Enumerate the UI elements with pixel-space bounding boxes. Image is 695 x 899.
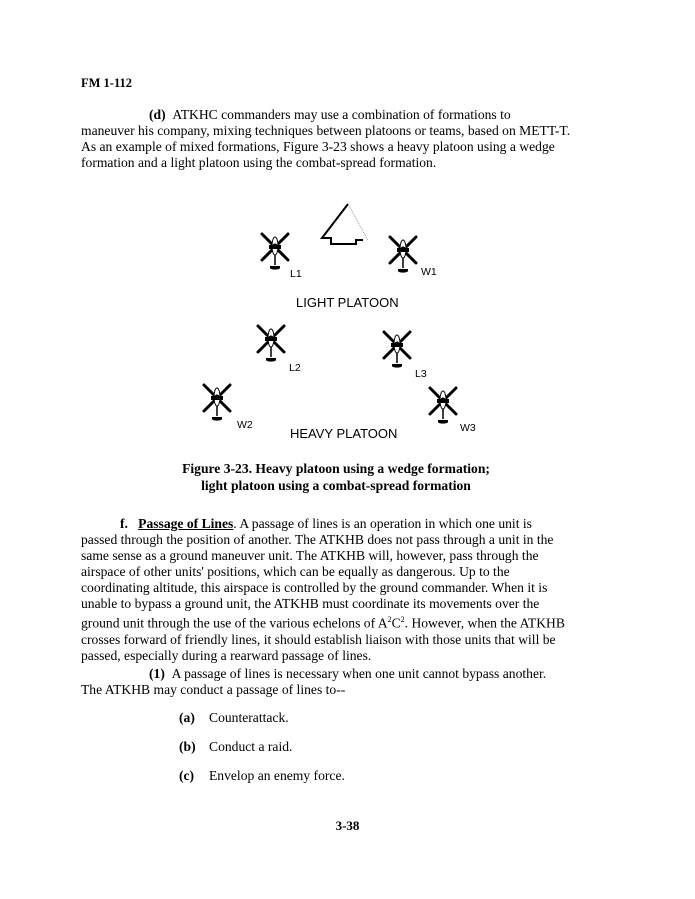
list-item: (c) Envelop an enemy force. [179, 768, 345, 783]
paragraph-d-line2: maneuver his company, mixing techniques between platoons or teams, based on METT-T. [81, 123, 571, 138]
page-number: 3-38 [335, 818, 360, 833]
paragraph-1-line1: (1) A passage of lines is necessary when one unit cannot bypass another. [149, 666, 547, 681]
figure-caption-line1: Figure 3-23. Heavy platoon using a wedge formation; [182, 461, 490, 476]
figure-3-23 [0, 195, 695, 450]
paragraph-d [81, 107, 621, 171]
helicopter-l3-label: L3 [415, 368, 427, 380]
paragraph-f-line2: passed through the position of another. The ATKHB does not pass through a unit in the [81, 532, 554, 547]
paragraph-d-line4: formation and a light platoon using the combat-spread formation. [81, 155, 437, 170]
paragraph-f-line5: coordinating altitude, this airspace is controlled by the ground commander. When it is [81, 580, 548, 595]
helicopter-l1-icon [275, 247, 276, 248]
helicopter-l3-icon [397, 345, 398, 346]
paragraph-d-line1: (d) ATKHC commanders may use a combination of formations to [149, 107, 511, 122]
helicopter-w1-label: W1 [421, 266, 437, 278]
helicopter-w2-label: W2 [237, 419, 253, 431]
paragraph-d-line3: As an example of mixed formations, Figure 3-23 shows a heavy platoon using a wedge [81, 139, 555, 154]
helicopter-w3-icon [443, 401, 444, 402]
paragraph-f-title: Passage of Lines [138, 516, 234, 531]
paragraph-f [81, 516, 621, 664]
helicopter-w2-icon [217, 398, 218, 399]
helicopter-w1-icon [403, 250, 404, 251]
manual-header: FM 1-112 [81, 76, 133, 90]
paragraph-f-line3: same sense as a ground maneuver unit. The ATKHB will, however, pass through the [81, 548, 539, 563]
helicopter-l2-label: L2 [289, 362, 301, 374]
list-item: (b) Conduct a raid. [179, 739, 293, 754]
paragraph-d-marker: (d) [149, 107, 166, 122]
paragraph-f-line8: crosses forward of friendly lines, it should establish liaison with those units that will be [81, 631, 556, 647]
paragraph-f-line9: passed, especially during a rearward passage of lines. [81, 647, 372, 663]
heavy-platoon-label: HEAVY PLATOON [290, 426, 398, 441]
helicopter-w3-label: W3 [460, 422, 476, 434]
paragraph-1-line2: The ATKHB may conduct a passage of lines to-- [81, 682, 346, 697]
list-item: (a) Counterattack. [179, 710, 289, 725]
helicopter-l1-label: L1 [290, 268, 302, 280]
figure-caption [81, 460, 591, 494]
paragraph-f-line6: unable to bypass a ground unit, the ATKHB must coordinate its movements over the [81, 596, 540, 611]
paragraph-1 [81, 666, 621, 698]
paragraph-f-marker: f. [120, 516, 128, 531]
paragraph-1-marker: (1) [149, 666, 165, 681]
paragraph-f-line1: f. Passage of Lines. A passage of lines is an operation in which one unit is [120, 516, 532, 531]
direction-arrow-icon [318, 202, 378, 252]
figure-caption-line2: light platoon using a combat-spread formation [201, 478, 471, 493]
paragraph-f-line7: ground unit through the use of the various echelons of $A^2C^2$. However, when the ATKHB [81, 615, 565, 631]
paragraph-f-line4: airspace of other units' positions, which can be equally as dangerous. Up to the [81, 564, 510, 579]
helicopter-l2-icon [271, 339, 272, 340]
light-platoon-label: LIGHT PLATOON [296, 295, 399, 310]
